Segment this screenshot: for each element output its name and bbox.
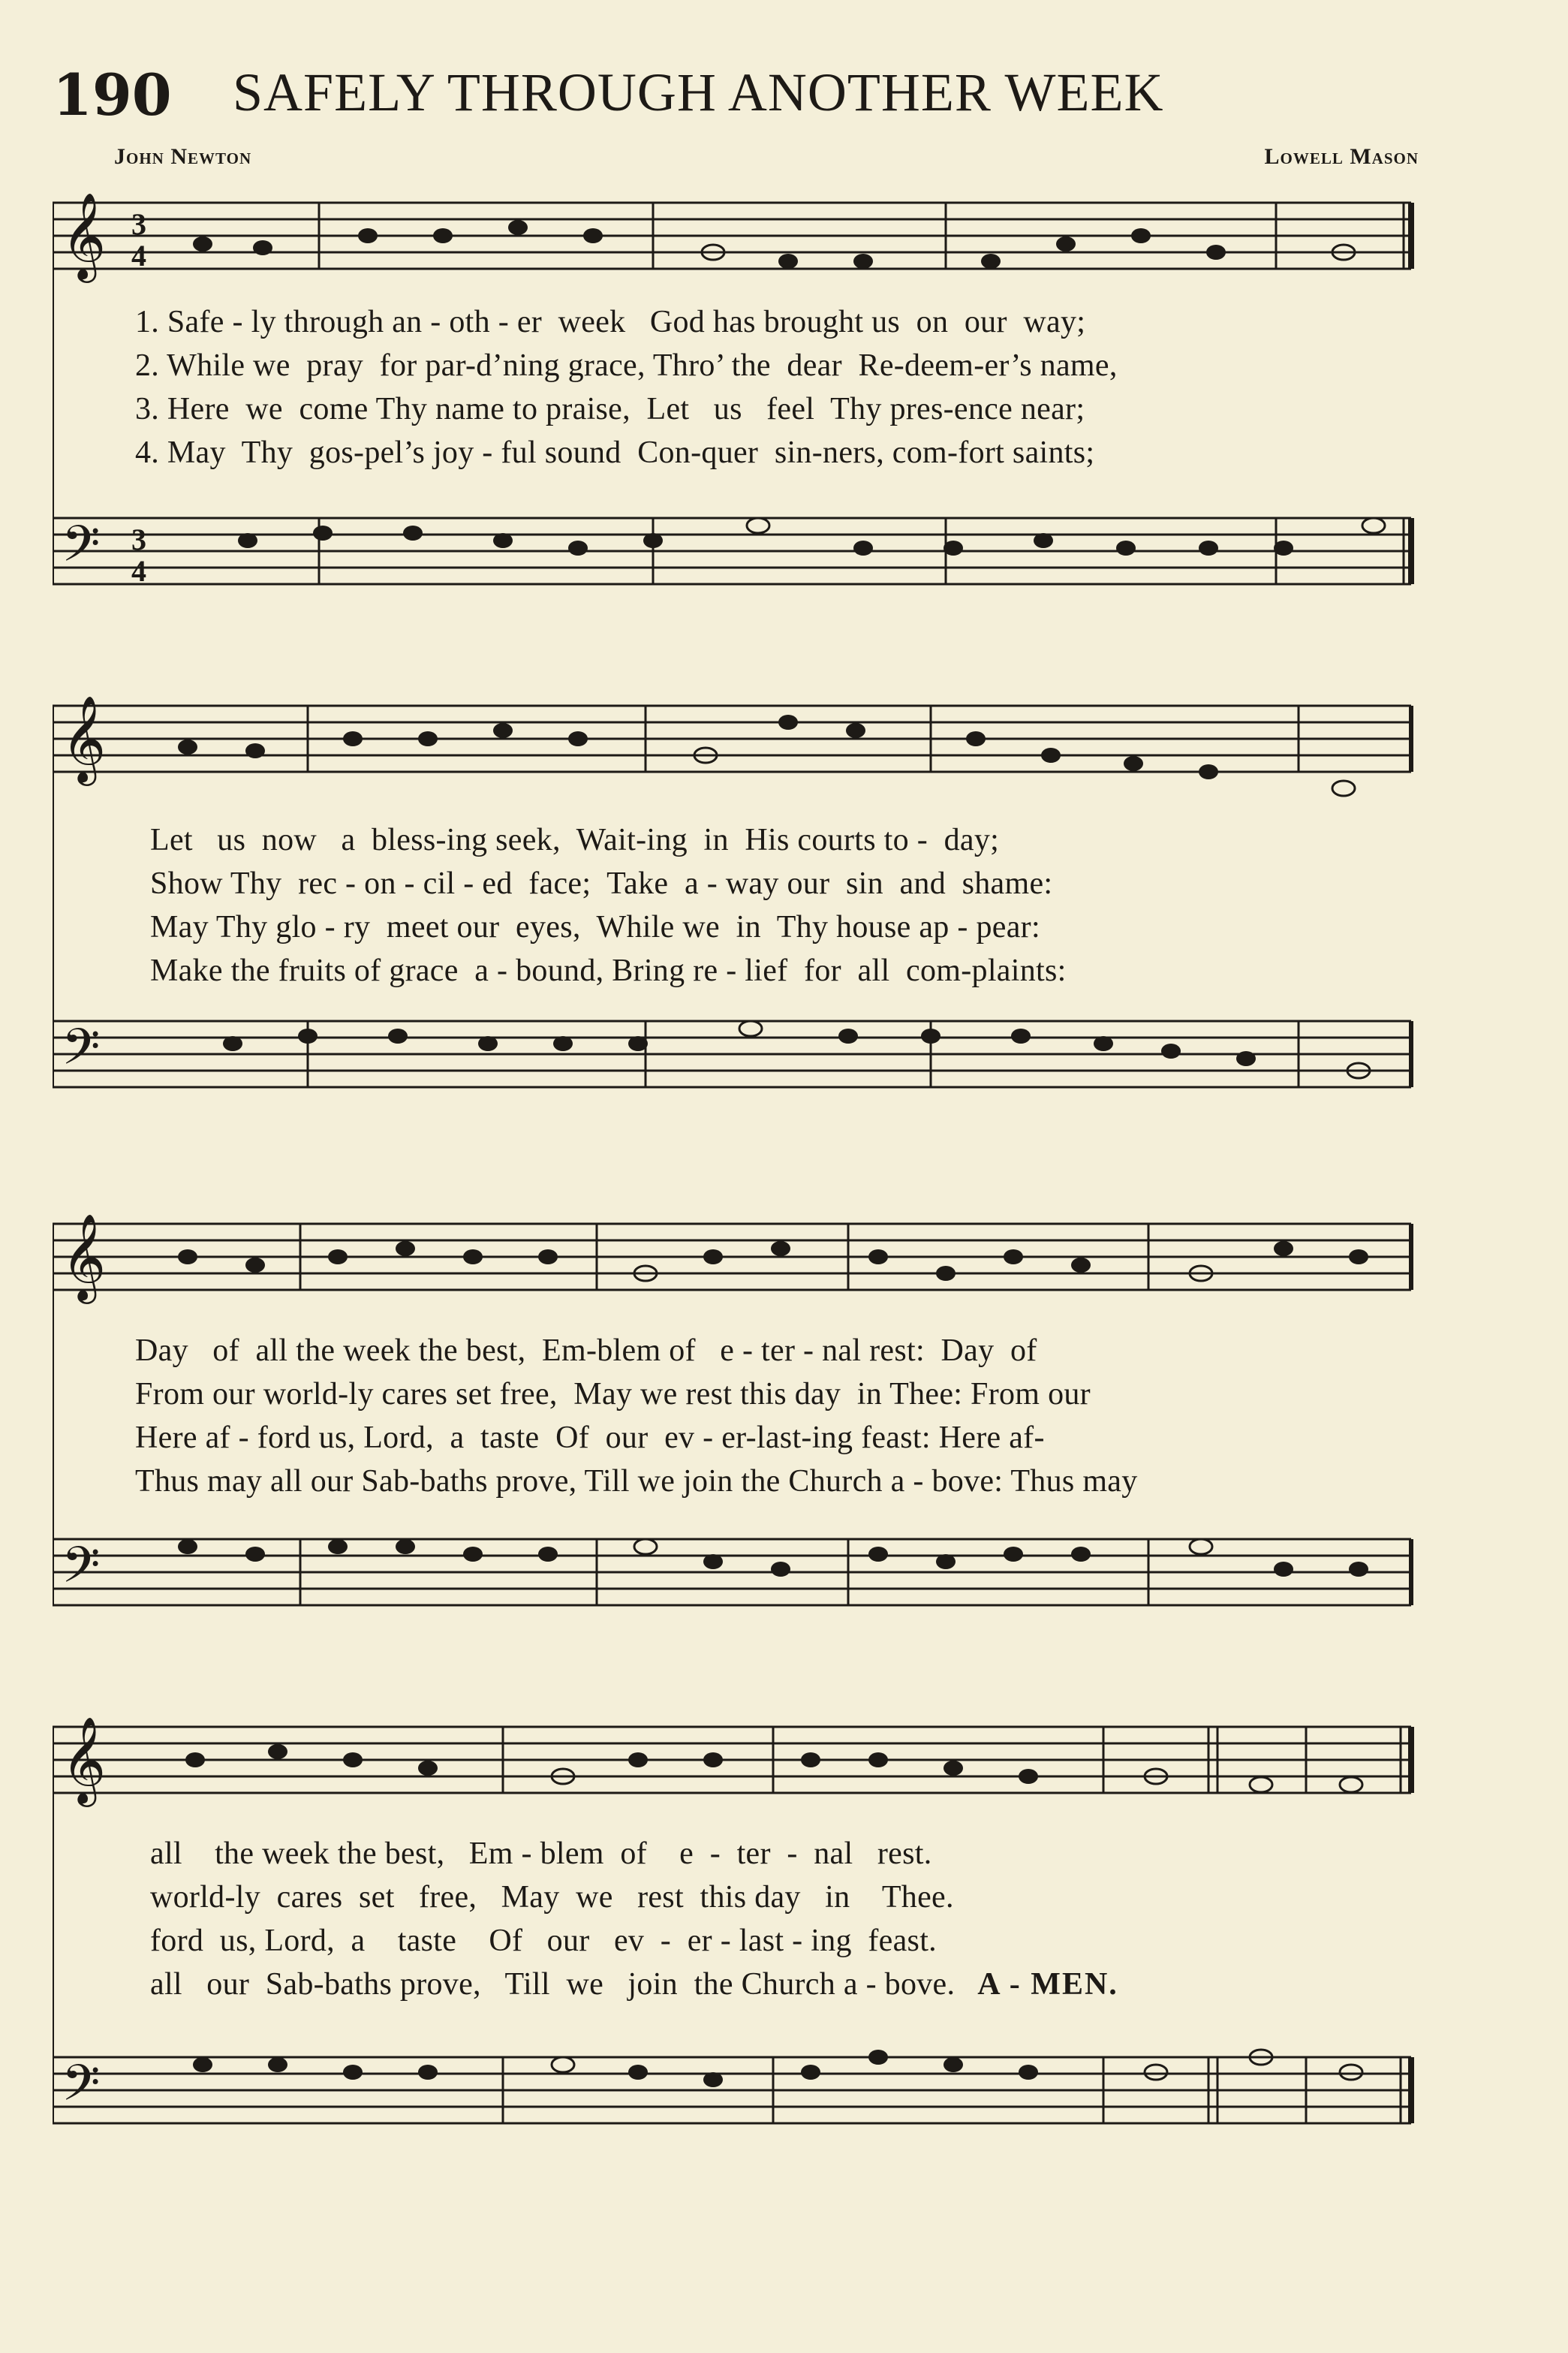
music-system-2 bbox=[53, 691, 1426, 1156]
verse-lyrics bbox=[150, 818, 1441, 993]
amen-text: A - MEN. bbox=[977, 1967, 1118, 2002]
svg-text:3: 3 bbox=[131, 523, 146, 556]
svg-text:𝄞: 𝄞 bbox=[62, 1716, 107, 1803]
lyric-line: ford us, Lord, a taste Of our ev - er - last - ing feast. bbox=[150, 1924, 937, 1958]
author-credit: John Newton bbox=[114, 144, 252, 169]
lyric-line: Day of all the week the best, Em-blem of e - ter - nal rest: Day of bbox=[135, 1333, 1037, 1368]
lyric-line: world-ly cares set free, May we rest this day in Thee. bbox=[150, 1880, 954, 1915]
music-system-4 bbox=[53, 1697, 1426, 2177]
svg-text:3: 3 bbox=[131, 207, 146, 241]
lyric-line: May Thy glo - ry meet our eyes, While we in Thy house ap - pear: bbox=[150, 910, 1040, 945]
lyric-line: all the week the best, Em - blem of e - ter - nal rest. bbox=[150, 1836, 932, 1871]
lyric-line: 2. While we pray for par-d’ning grace, Thro’ the dear Re-deem-er’s name, bbox=[135, 348, 1118, 383]
verse-lyrics bbox=[135, 300, 1426, 475]
lyric-text: all our Sab-baths prove, Till we join the Church a - bove. bbox=[150, 1967, 956, 2002]
verse-lyrics bbox=[135, 1329, 1426, 1503]
lyric-line: Thus may all our Sab-baths prove, Till we join the Church a - bove: Thus may bbox=[135, 1464, 1138, 1499]
lyric-line: 4. May Thy gos-pel’s joy - ful sound Con-quer sin-ners, com-fort saints; bbox=[135, 435, 1095, 470]
lyric-line: Let us now a bless-ing seek, Wait-ing in His courts to - day; bbox=[150, 823, 1000, 857]
verse-lyrics bbox=[150, 1832, 1441, 2006]
lyric-line: From our world-ly cares set free, May we rest this day in Thee: From our bbox=[135, 1377, 1091, 1411]
lyric-line: 1. Safe - ly through an - oth - er week God has brought us on our way; bbox=[135, 305, 1086, 339]
svg-text:𝄞: 𝄞 bbox=[62, 191, 107, 279]
lyric-line bbox=[150, 1963, 1441, 2006]
hymn-title: SAFELY THROUGH ANOTHER WEEK bbox=[233, 62, 1164, 122]
svg-text:4: 4 bbox=[131, 554, 146, 588]
lyric-line: 3. Here we come Thy name to praise, Let us feel Thy pres-ence near; bbox=[135, 392, 1085, 426]
svg-text:𝄢: 𝄢 bbox=[62, 1018, 101, 1088]
svg-text:𝄢: 𝄢 bbox=[62, 1536, 101, 1606]
svg-text:𝄞: 𝄞 bbox=[62, 1213, 107, 1300]
svg-text:4: 4 bbox=[131, 239, 146, 273]
music-system-1 bbox=[53, 173, 1426, 623]
lyric-line: Here af - ford us, Lord, a taste Of our ev - er-last-ing feast: Here af- bbox=[135, 1421, 1045, 1455]
lyric-line: Make the fruits of grace a - bound, Bring re - lief for all com-plaints: bbox=[150, 954, 1067, 988]
svg-text:𝄢: 𝄢 bbox=[62, 2054, 101, 2124]
music-system-3 bbox=[53, 1194, 1426, 1659]
composer-credit: Lowell Mason bbox=[1264, 144, 1419, 169]
hymn-number: 190 bbox=[53, 62, 172, 128]
svg-text:𝄢: 𝄢 bbox=[62, 515, 101, 585]
svg-text:𝄞: 𝄞 bbox=[62, 694, 107, 782]
lyric-line: Show Thy rec - on - cil - ed face; Take a - way our sin and shame: bbox=[150, 866, 1053, 901]
